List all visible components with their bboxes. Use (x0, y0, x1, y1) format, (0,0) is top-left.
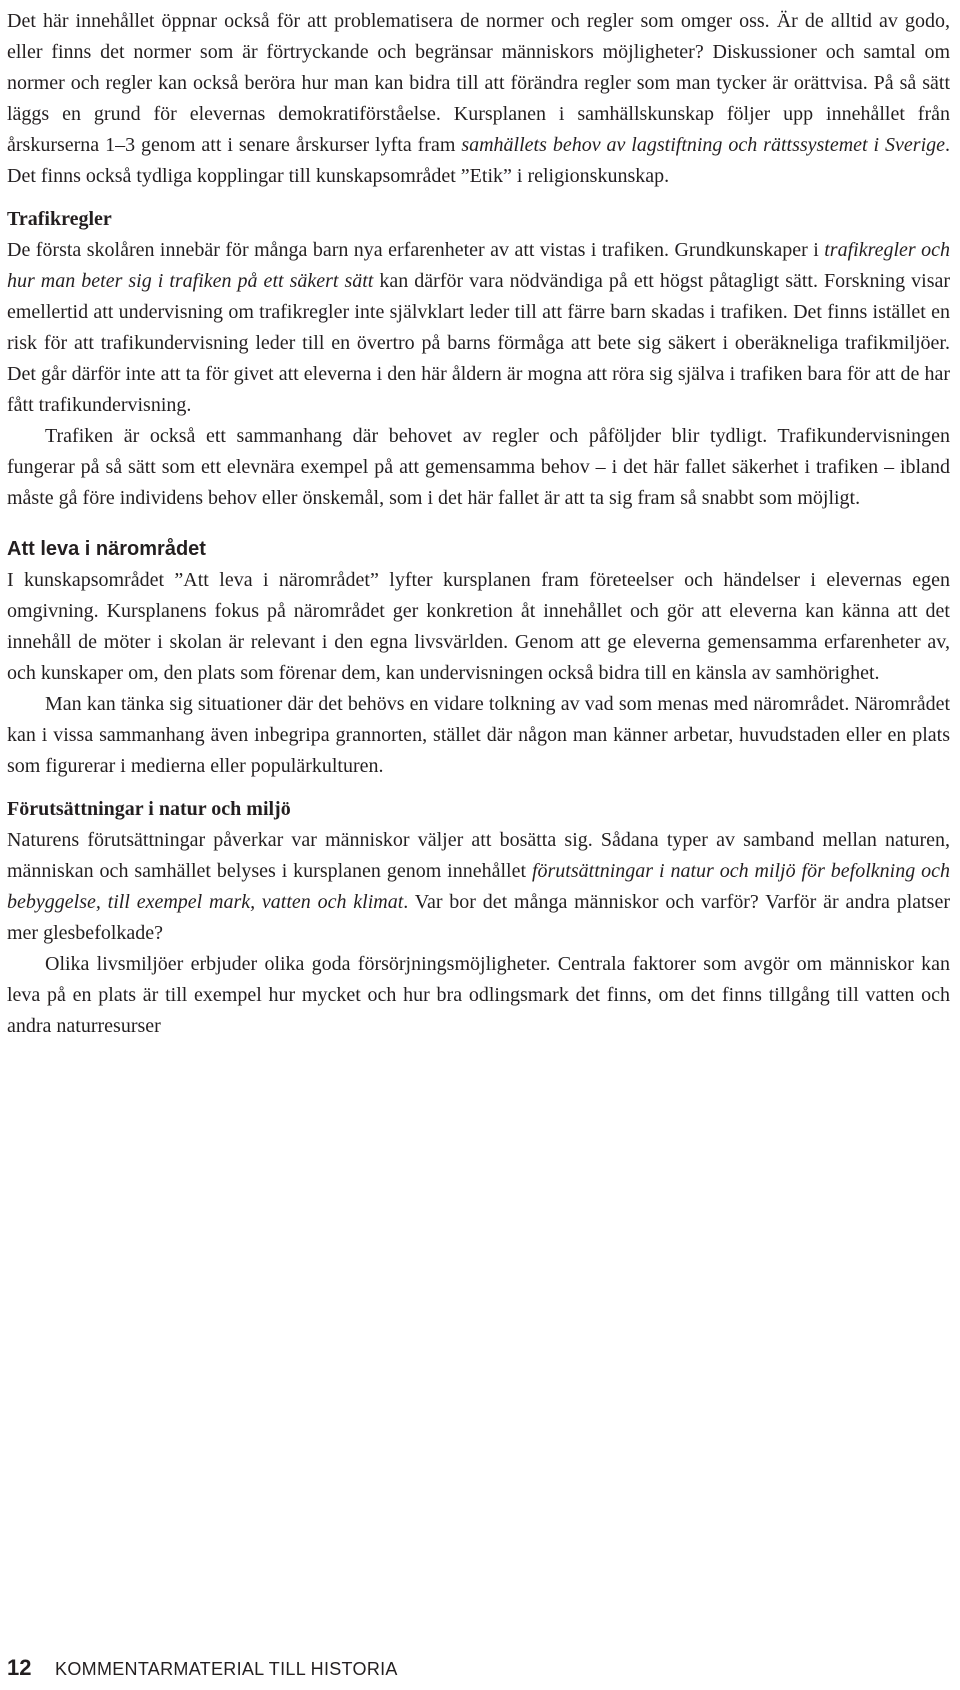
paragraph-text: Man kan tänka sig situationer där det behövs en vidare tolkning av vad som menas med närområdet. Närområdet kan i vissa sammanhang även inbegripa grannorten, stället där någon man känner arbetar, huvudstaden eller en plats som figurerar i medierna eller populärkulturen. (7, 693, 950, 777)
body-paragraph (7, 689, 950, 782)
paragraph-text: De första skolåren innebär för många barn nya erfarenheter av att vistas i trafiken. Grundkunskaper i (7, 239, 825, 261)
running-title: KOMMENTARMATERIAL TILL HISTORIA (55, 1659, 398, 1679)
body-paragraph (7, 825, 950, 949)
italic-text: förutsättningar i natur och miljö för befolkning och bebyggelse, till exempel mark, vatten och klimat (7, 860, 950, 913)
paragraph-text: I kunskapsområdet ”Att leva i närområdet” lyfter kursplanen fram företeelser och händelser i elevernas egen omgivning. Kursplanens fokus på närområdet ger konkretion åt innehållet och gör att eleverna kan känna att det innehåll de möter i skolan är relevant i den egna livsvärlden. Genom att ge eleverna gemensamma erfarenheter av, och kunskaper om, den plats som förenar dem, kan undervisningen också bidra till en känsla av samhörighet. (7, 569, 950, 684)
paragraph-text: . Var bor det många människor och varför? Varför är andra platser mer glesbefolkade? (7, 891, 951, 944)
body-paragraph (7, 235, 950, 421)
page-footer (7, 1652, 398, 1685)
paragraph-text: Trafiken är också ett sammanhang där behovet av regler och påföljder blir tydligt. Trafikundervisningen fungerar på så sätt som ett elevnära exempel på att gemensamma behov – i det här fallet säkerhet i trafiken – ibland måste gå före individens behov eller önskemål, som i det här fallet är att ta sig fram så snabbt som möjligt. (7, 425, 950, 509)
italic-text: samhällets behov av lagstiftning och rättssystemet i Sverige (461, 134, 945, 156)
paragraph-text: . Det finns också tydliga kopplingar till kunskapsområdet ”Etik” i religionskunskap. (7, 134, 950, 187)
page-number: 12 (7, 1655, 32, 1680)
italic-text: trafikregler och hur man beter sig i trafiken på ett säkert sätt (7, 239, 951, 292)
body-paragraph (7, 949, 950, 1042)
body-paragraph (7, 6, 950, 192)
body-paragraph (7, 565, 950, 689)
paragraph-text: Olika livsmiljöer erbjuder olika goda försörjningsmöjligheter. Centrala faktorer som avgör om människor kan leva på en plats är till exempel hur mycket och hur bra odlingsmark det finns, om det finns tillgång till vatten och andra naturresurser (7, 953, 950, 1037)
sub-heading: Förutsättningar i natur och miljö (7, 798, 291, 820)
paragraph-text: Naturens förutsättningar påverkar var människor väljer att bosätta sig. Sådana typer av samband mellan naturen, människan och samhället belyses i kursplanen genom innehållet (7, 829, 950, 882)
section-heading: Att leva i närområdet (7, 538, 206, 560)
paragraph-text: Det här innehållet öppnar också för att problematisera de normer och regler som omger oss. Är de alltid av godo, eller finns det normer som är förtryckande och begränsar människors möjligheter? Diskussioner och samtal om normer och regler kan också beröra hur man kan bidra till att förändra regler som man tycker är orättvisa. På så sätt läggs en grund för elevernas demokratiförståelse. Kursplanen i samhällskunskap följer upp innehållet från årskurserna 1–3 genom att i senare årskurser lyfta fram (7, 10, 950, 156)
sub-heading: Trafikregler (7, 208, 112, 230)
body-paragraph (7, 421, 950, 514)
paragraph-text: kan därför vara nödvändiga på ett högst påtagligt sätt. Forskning visar emellertid att undervisning om trafikregler inte självklart leder till att färre barn skadas i trafiken. Det finns istället en risk för att trafikundervisning leder till en övertro på barns förmåga att bete sig säkert i oberäkneliga trafikmiljöer. Det går därför inte att ta för givet att eleverna i den här åldern är mogna att röra sig själva i trafiken bara för att de har fått trafikundervisning. (7, 270, 951, 416)
page-body (7, 6, 950, 1042)
